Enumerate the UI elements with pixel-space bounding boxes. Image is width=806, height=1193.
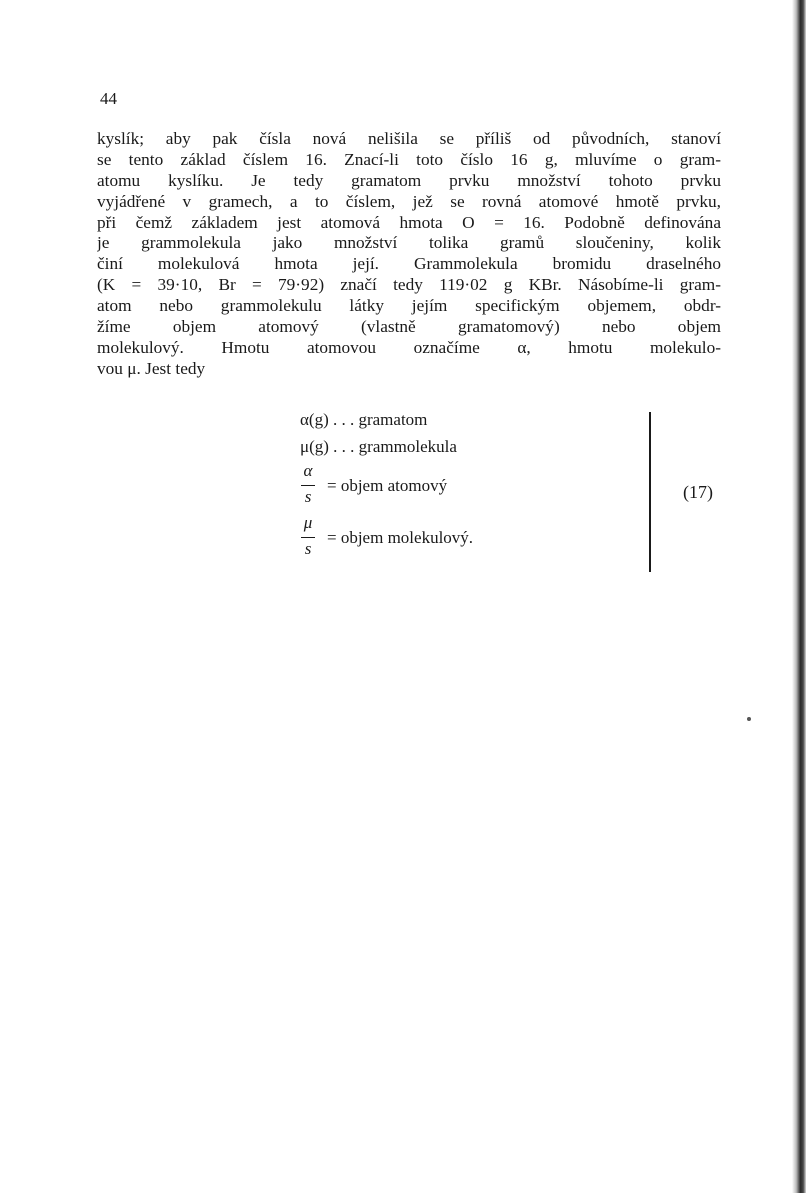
- paragraph-line: činí molekulová hmota její. Grammolekula bromidu draselného: [97, 254, 721, 274]
- scan-page-edge: [792, 0, 806, 1193]
- equation-grammolekula: μ(g) . . . grammolekula: [300, 437, 457, 456]
- equation-number: (17): [683, 482, 713, 502]
- fraction-numerator: α: [303, 461, 313, 480]
- paragraph-line: vou μ. Jest tedy: [97, 358, 206, 378]
- scan-speck: [747, 717, 751, 721]
- fraction-denominator: s: [304, 487, 312, 506]
- paragraph-line: vyjádřené v gramech, a to číslem, jež se rovná atomové hmotě prvku,: [97, 191, 721, 211]
- fraction-denominator: s: [304, 539, 312, 558]
- paragraph-line: atom nebo grammolekulu látky jejím specifickým objemem, obdr-: [97, 296, 721, 316]
- equation-gramatom: α(g) . . . gramatom: [300, 410, 428, 429]
- paragraph-line: žíme objem atomový (vlastně gramatomový) nebo objem: [97, 317, 721, 337]
- paragraph-line: kyslík; aby pak čísla nová nelišila se příliš od původních, stanoví: [97, 129, 721, 148]
- paragraph-line: (K = 39·10, Br = 79·92) značí tedy 119·02 g KBr. Násobíme-li gram-: [97, 275, 721, 295]
- paragraph: [97, 129, 721, 380]
- equation-atomic-volume: = objem atomový: [327, 476, 448, 495]
- paragraph-line: molekulový. Hmotu atomovou označíme α, hmotu molekulo-: [97, 337, 721, 357]
- page-number: 44: [100, 89, 117, 108]
- equation-molecular-volume: = objem molekulový.: [327, 528, 474, 547]
- paragraph-line: je grammolekula jako množství tolika gramů sloučeniny, kolik: [97, 233, 721, 253]
- fraction-bar: [301, 485, 315, 486]
- paragraph-line: atomu kyslíku. Je tedy gramatom prvku množství tohoto prvku: [97, 170, 721, 190]
- fraction-numerator: μ: [303, 513, 313, 532]
- paragraph-line: se tento základ číslem 16. Znací-li toto číslo 16 g, mluvíme o gram-: [97, 149, 721, 169]
- equation-brace: [645, 412, 651, 572]
- equation-block: [300, 405, 660, 575]
- fraction-bar: [301, 537, 315, 538]
- paragraph-line: při čemž základem jest atomová hmota O = 16. Podobně definována: [97, 212, 721, 232]
